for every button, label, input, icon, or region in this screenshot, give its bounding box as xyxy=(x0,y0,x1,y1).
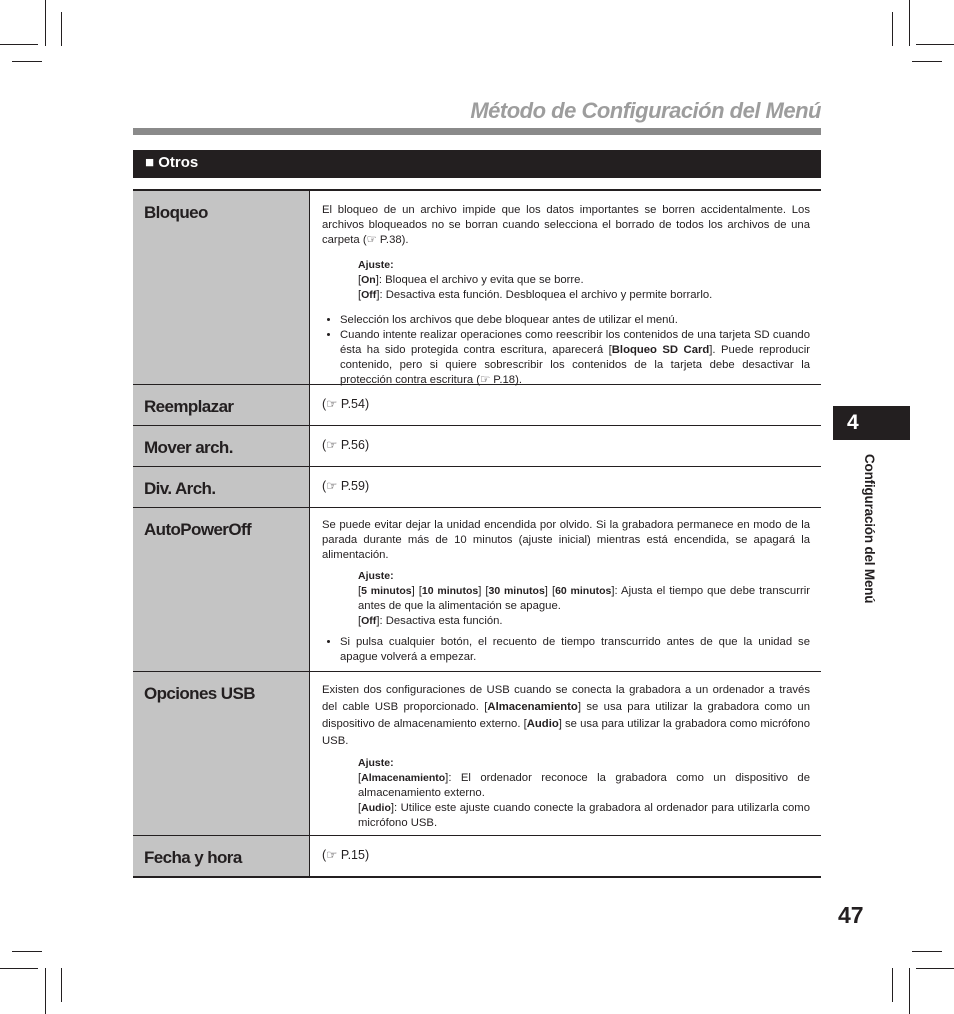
setting-text: : El ordenador reconoce la grabadora como un dispositivo de almacenamiento externo. xyxy=(358,772,810,799)
crop-mark xyxy=(0,968,38,969)
list-item: • Selección los archivos que debe bloquear antes de utilizar el menú. xyxy=(340,313,810,328)
chapter-tab xyxy=(833,406,910,440)
table-row xyxy=(133,835,821,876)
row-label: Div. Arch. xyxy=(133,467,310,507)
setting-text: : Desactiva esta función. Desbloquea el archivo y permite borrarlo. xyxy=(379,289,713,301)
crop-mark xyxy=(892,968,893,1002)
row-label: Fecha y hora xyxy=(133,836,310,876)
setting-key: Audio xyxy=(361,802,391,814)
setting-key: Audio xyxy=(526,718,559,730)
crop-mark xyxy=(892,12,893,46)
section-header xyxy=(133,150,821,178)
crop-mark xyxy=(912,61,942,62)
page-reference: (☞ P.59) xyxy=(322,479,370,493)
setting-block: Ajuste: [Almacenamiento]: El ordenador reconoce la grabadora como un dispositivo de almacenamiento externo. [Audio]: Utilice este ajuste cuando conecte la grabadora al ordenador para utilizarla como micrófono USB. xyxy=(358,757,810,829)
page-title: Método de Configuración del Menú xyxy=(470,98,821,123)
settings-table xyxy=(133,189,821,878)
crop-mark xyxy=(909,968,910,1014)
chapter-number: 4 xyxy=(847,411,859,434)
setting-key: 30 minutos xyxy=(488,585,545,597)
intro-text: Se puede evitar dejar la unidad encendida por olvido. Si la grabadora permanece en modo de la parada durante más de 10 minutos (ajuste inicial) mientras está encendida, se apagará la alimentación. xyxy=(322,519,810,561)
crop-mark xyxy=(12,951,42,952)
notes-list xyxy=(322,313,810,388)
crop-mark xyxy=(912,951,942,952)
intro-text: Existen dos configuraciones de USB cuando se conecta la grabadora a un ordenador a través del cable USB proporcionado. [Almacenamiento] se usa para utilizar la grabadora como un dispositivo de almacenamiento externo. [Audio] se usa para utilizar la grabadora como micrófono USB. xyxy=(322,684,810,747)
row-description xyxy=(310,467,821,507)
row-label: Bloqueo xyxy=(133,191,310,384)
crop-mark xyxy=(45,968,46,1014)
ajuste-title: Ajuste: xyxy=(358,259,394,271)
crop-mark xyxy=(45,0,46,46)
crop-mark xyxy=(909,0,910,46)
row-description xyxy=(310,672,821,835)
row-label: AutoPowerOff xyxy=(133,508,310,671)
row-label: Reemplazar xyxy=(133,385,310,425)
setting-text: : Utilice este ajuste cuando conecte la grabadora al ordenador para utilizarla como micrófono USB. xyxy=(358,802,810,829)
chapter-title: Configuración del Menú xyxy=(862,454,877,604)
setting-key: Off xyxy=(361,615,377,627)
setting-key: Almacenamiento xyxy=(361,772,446,784)
setting-block: Ajuste: [On]: Bloquea el archivo y evita que se borre. [Off]: Desactiva esta función. Desbloquea el archivo y permite borrarlo. xyxy=(358,259,713,301)
crop-mark xyxy=(916,44,954,45)
table-row xyxy=(133,425,821,466)
table-row xyxy=(133,671,821,835)
intro-text: El bloqueo de un archivo impide que los datos importantes se borren accidentalmente. Los archivos bloqueados no se borran cuando selecciona el borrado de todos los archivos de una carpeta (☞ P.38). xyxy=(322,204,810,246)
setting-text: : Ajusta el tiempo que debe transcurrir antes de que la alimentación se apague. xyxy=(358,585,811,612)
setting-key: 60 minutos xyxy=(555,585,612,597)
crop-mark xyxy=(12,61,42,62)
setting-text: : Desactiva esta función. xyxy=(379,615,503,627)
ajuste-title: Ajuste: xyxy=(358,757,394,769)
row-description xyxy=(310,508,821,671)
row-description xyxy=(310,836,821,876)
table-row xyxy=(133,191,821,384)
row-description xyxy=(310,385,821,425)
row-label: Mover arch. xyxy=(133,426,310,466)
row-description xyxy=(310,191,821,384)
setting-block: Ajuste: [5 minutos] [10 minutos] [30 minutos] [60 minutos]: Ajusta el tiempo que debe transcurrir antes de que la alimentación se apague. [Off]: Desactiva esta función. xyxy=(358,570,811,627)
row-description xyxy=(310,426,821,466)
title-rule xyxy=(133,128,821,135)
table-row xyxy=(133,384,821,425)
page-reference: (☞ P.15) xyxy=(322,848,370,862)
setting-text: : Bloquea el archivo y evita que se borre. xyxy=(378,274,584,286)
section-label: ■ Otros xyxy=(145,154,199,171)
setting-key: Bloqueo SD Card xyxy=(611,344,710,356)
page-number: 47 xyxy=(838,902,864,928)
crop-mark xyxy=(0,44,38,45)
setting-key: 10 minutos xyxy=(421,585,479,597)
table-row xyxy=(133,466,821,507)
setting-key: On xyxy=(361,274,376,286)
crop-mark xyxy=(61,12,62,46)
setting-key: Almacenamiento xyxy=(487,701,578,713)
crop-mark xyxy=(916,968,954,969)
setting-key: 5 minutos xyxy=(361,585,412,597)
page-reference: (☞ P.56) xyxy=(322,438,370,452)
ajuste-title: Ajuste: xyxy=(358,570,394,582)
setting-key: Off xyxy=(361,289,377,301)
table-row xyxy=(133,507,821,671)
list-item: • Si pulsa cualquier botón, el recuento de tiempo transcurrido antes de que la unidad se apague volverá a empezar. xyxy=(340,635,810,665)
list-item: • Cuando intente realizar operaciones como reescribir los contenidos de una tarjeta SD cuando ésta ha sido protegida contra escritura, aparecerá [Bloqueo SD Card]. Puede reproducir contenido, pero si quiere sobrescribir los contenidos de la tarjeta debe desactivar la protección contra escritura (☞ P.18). xyxy=(340,328,810,388)
notes-list xyxy=(322,635,810,665)
crop-mark xyxy=(61,968,62,1002)
page-reference: (☞ P.54) xyxy=(322,397,370,411)
row-label: Opciones USB xyxy=(133,672,310,835)
